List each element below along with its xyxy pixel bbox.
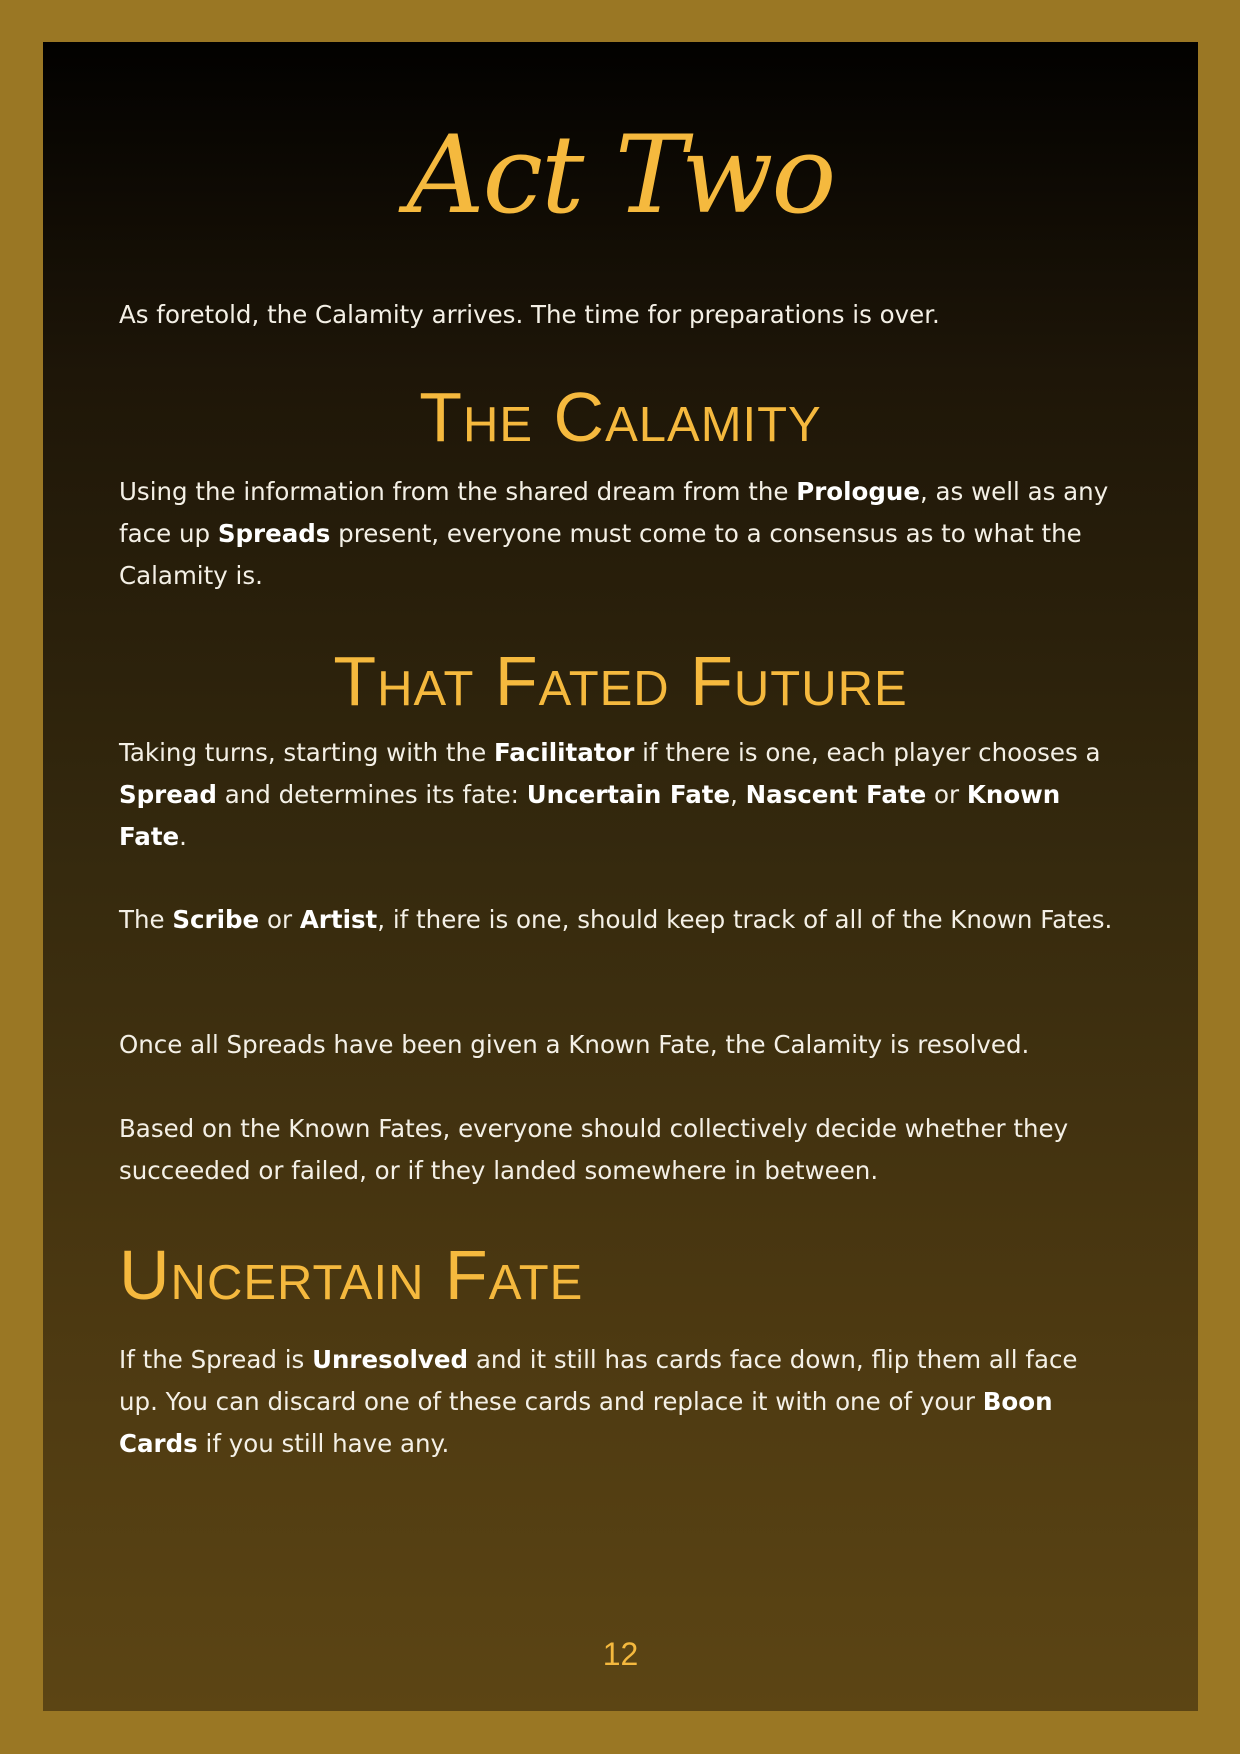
fated-future-paragraph-2: [119, 899, 1119, 941]
calamity-paragraph: [119, 471, 1119, 597]
page-panel: [43, 42, 1198, 1711]
bold-term: Spread: [119, 780, 217, 809]
bold-term: Nascent Fate: [745, 780, 927, 809]
bold-term: Unresolved: [312, 1345, 469, 1374]
bold-term: Known Fate: [119, 780, 1061, 851]
text-span: and it still has cards face down, flip them all face up. You can discard one of these cards and replace it with one of your: [119, 1345, 1078, 1416]
text-span: Using the information from the shared dream from the: [119, 477, 797, 506]
uncertain-fate-paragraph: [119, 1339, 1119, 1465]
fated-future-paragraph-3: Once all Spreads have been given a Known Fate, the Calamity is resolved.: [119, 1030, 1030, 1059]
text-span: if there is one, each player chooses a: [634, 738, 1101, 767]
text-span: or: [259, 905, 300, 934]
section-heading-calamity: The Calamity: [419, 378, 822, 456]
text-span: , if there is one, should keep track of all of the Known Fates.: [377, 905, 1113, 934]
text-span: , as well as any face up: [119, 477, 1109, 548]
text-span: present, everyone must come to a consensus as to what the Calamity is.: [119, 519, 1082, 590]
bold-term: Artist: [299, 905, 378, 934]
intro-paragraph: As foretold, the Calamity arrives. The time for preparations is over.: [119, 300, 940, 329]
fated-future-paragraph-1: [119, 732, 1119, 858]
text-span: The: [119, 905, 173, 934]
text-span: If the Spread is: [119, 1345, 313, 1374]
bold-term: Prologue: [796, 477, 920, 506]
text-span: .: [179, 822, 187, 851]
fated-future-paragraph-4: Based on the Known Fates, everyone should collectively decide whether they succeeded or failed, or if they landed somewhere in between.: [119, 1114, 1069, 1185]
bold-term: Boon Cards: [119, 1387, 1053, 1458]
section-heading-uncertain-fate: Uncertain Fate: [119, 1236, 584, 1314]
bold-term: Spreads: [217, 519, 331, 548]
text-span: or: [926, 780, 967, 809]
section-heading-fated-future: That Fated Future: [333, 642, 908, 720]
bold-term: Scribe: [172, 905, 260, 934]
text-span: and determines its fate:: [216, 780, 527, 809]
text-span: ,: [730, 780, 746, 809]
text-span: Taking turns, starting with the: [119, 738, 494, 767]
page-title: Act Two: [406, 113, 835, 238]
bold-term: Facilitator: [493, 738, 635, 767]
bold-term: Uncertain Fate: [526, 780, 731, 809]
page-number: 12: [602, 1636, 639, 1672]
text-span: if you still have any.: [197, 1429, 450, 1458]
